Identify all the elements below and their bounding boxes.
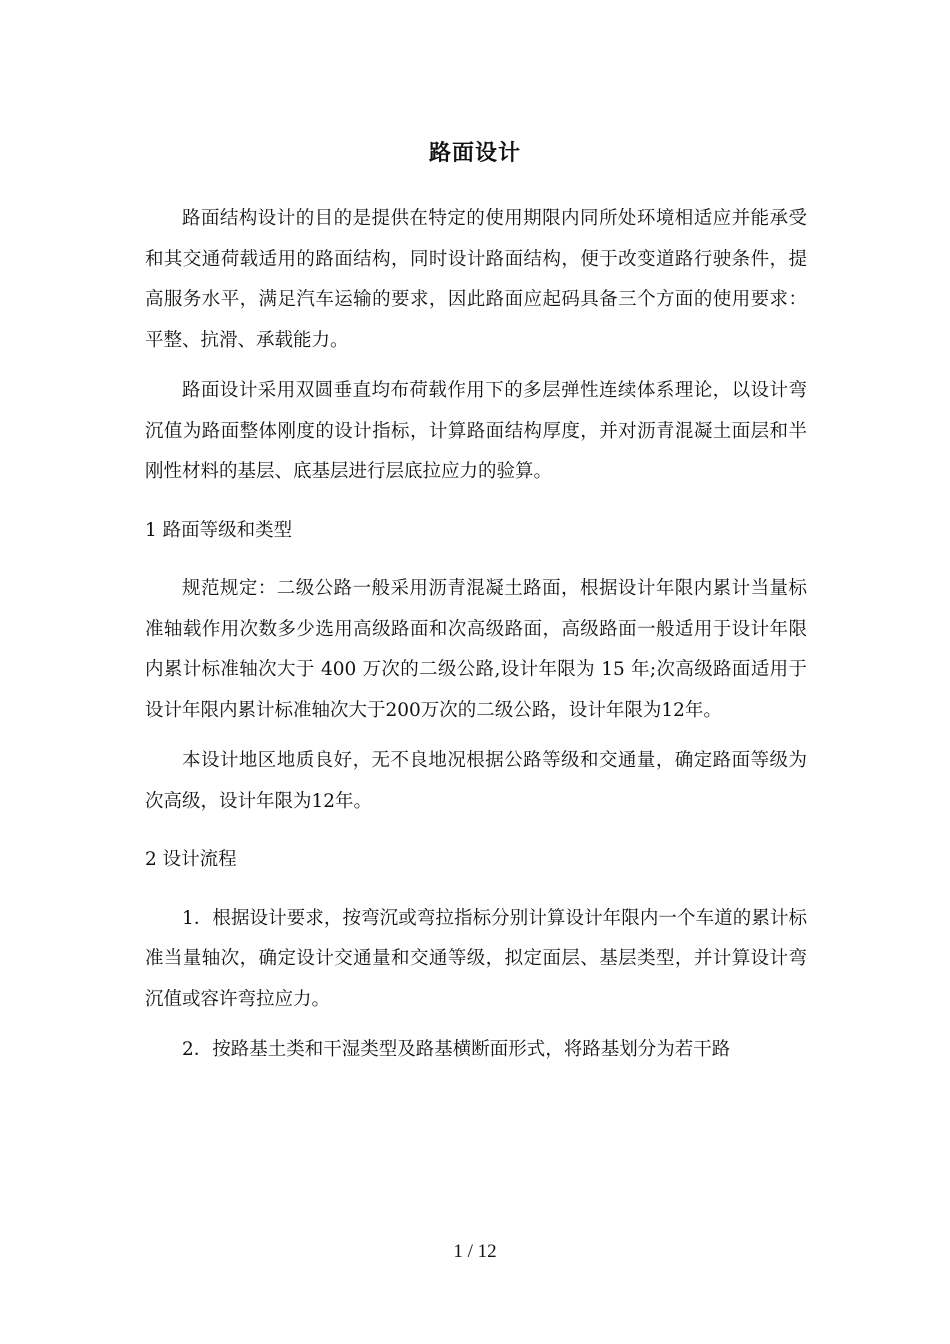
page-title: 路面设计: [428, 141, 521, 166]
paragraph-theory: 路面设计采用双圆垂直均布荷载作用下的多层弹性连续体系理论，以设计弯沉值为路面整体刚度的设计指标，计算路面结构厚度，并对沥青混凝土面层和半刚性材料的基层、底基层进行层底拉应力的验算。: [145, 380, 807, 482]
paragraph-intro: 路面结构设计的目的是提供在特定的使用期限内同所处环境相适应并能承受和其交通荷载适用的路面结构，同时设计路面结构，便于改变道路行驶条件，提高服务水平，满足汽车运输的要求，因此路面应起码具备三个方面的使用要求：平整、抗滑、承载能力。: [145, 208, 807, 351]
paragraph-step-2: 2．按路基土类和干湿类型及路基横断面形式，将路基划分为若干路: [182, 1039, 731, 1060]
paragraph-grade: 本设计地区地质良好，无不良地况根据公路等级和交通量，确定路面等级为次高级，设计年限为12年。: [145, 750, 807, 812]
section-heading-2: 2 设计流程: [145, 849, 237, 870]
paragraph-standard: 规范规定：二级公路一般采用沥青混凝土路面，根据设计年限内累计当量标准轴载作用次数多少选用高级路面和次高级路面，高级路面一般适用于设计年限内累计标准轴次大于 400 万次的二级公路,设计年限为 15 年;次高级路面适用于设计年限内累计标准轴次大于200万次的二级公路，设计年限为12年。: [145, 578, 807, 721]
section-heading-1: 1 路面等级和类型: [145, 519, 293, 541]
paragraph-step-1: 1．根据设计要求，按弯沉或弯拉指标分别计算设计年限内一个车道的累计标准当量轴次，确定设计交通量和交通等级，拟定面层、基层类型，并计算设计弯沉值或容许弯拉应力。: [145, 907, 807, 1010]
document-body: [145, 199, 807, 1081]
page-number: 1 / 12: [453, 1241, 497, 1262]
